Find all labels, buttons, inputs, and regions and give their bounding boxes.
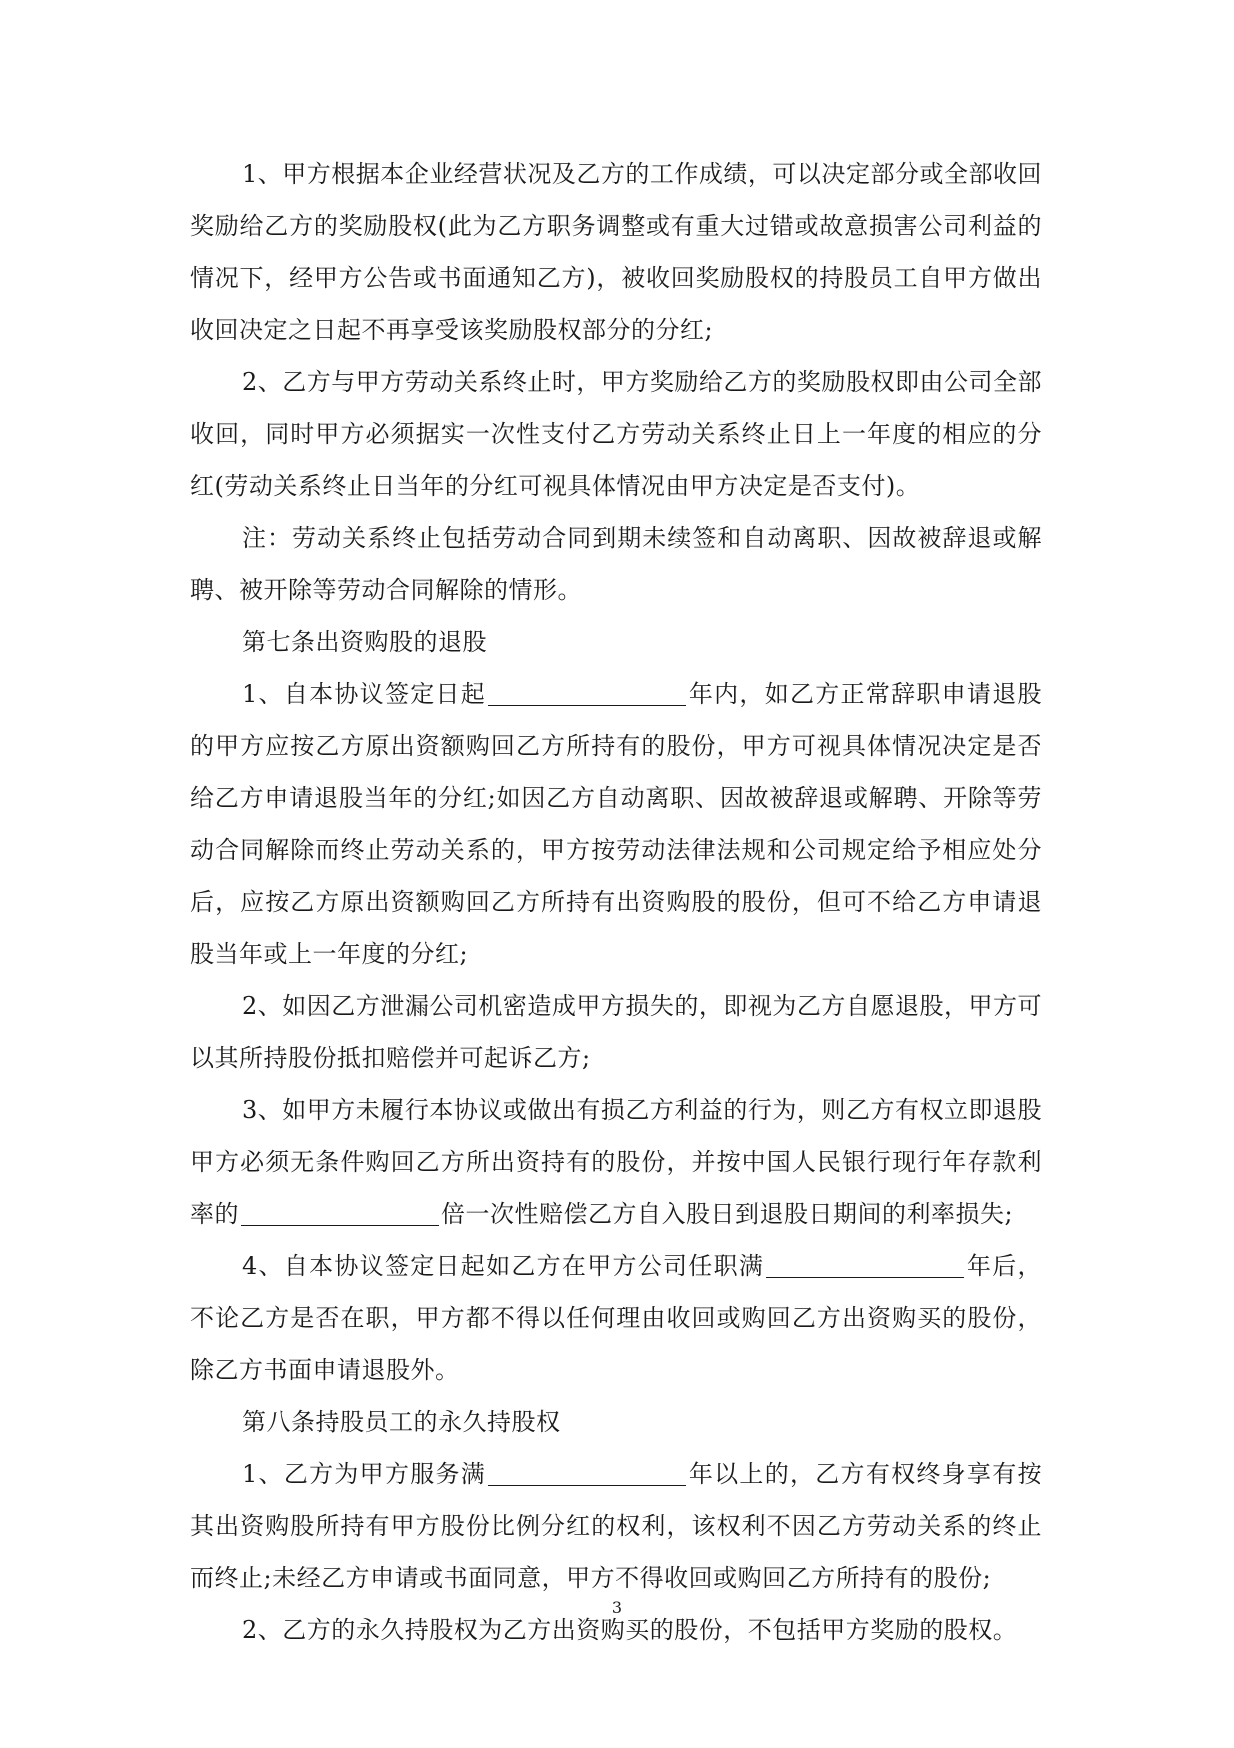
fill-in-blank [488, 1461, 686, 1486]
paragraph-text: 3、如甲方未履行本协议或做出有损乙方利益的行为，则乙方有权立即退股甲方必须无条件购回乙方所出资持有的股份，并按中国人民银行现行年存款利率的 [190, 1096, 1042, 1228]
heading-article-7: 第七条出资购股的退股 [242, 628, 487, 656]
paragraph-withdrawal-3 [190, 1084, 1042, 1240]
paragraph-withdrawal-1 [190, 668, 1042, 980]
paragraph-labor-termination: 2、乙方与甲方劳动关系终止时，甲方奖励给乙方的奖励股权即由公司全部收回，同时甲方必须据实一次性支付乙方劳动关系终止日上一年度的相应的分红(劳动关系终止日当年的分红可视具体情况由甲方决定是否支付)。 [190, 368, 1042, 500]
paragraph-note: 注：劳动关系终止包括劳动合同到期未续签和自动离职、因故被辞退或解聘、被开除等劳动合同解除的情形。 [190, 524, 1042, 604]
paragraph-permanent-1 [190, 1448, 1042, 1604]
paragraph-text: 年内，如乙方正常辞职申请退股的甲方应按乙方原出资额购回乙方所持有的股份，甲方可视具体情况决定是否给乙方申请退股当年的分红;如因乙方自动离职、因故被辞退或解聘、开除等劳动合同解除而终止劳动关系的，甲方按劳动法律法规和公司规定给予相应处分后，应按乙方原出资额购回乙方所持有出资购股的股份，但可不给乙方申请退股当年或上一年度的分红; [190, 680, 1042, 968]
paragraph-text: 4、自本协议签定日起如乙方在甲方公司任职满 [242, 1252, 765, 1280]
fill-in-blank [766, 1253, 964, 1278]
paragraph-text: 1、自本协议签定日起 [242, 680, 487, 708]
paragraph-text: 年后，不论乙方是否在职，甲方都不得以任何理由收回或购回乙方出资购买的股份，除乙方书面申请退股外。 [190, 1252, 1042, 1384]
heading-article-8: 第八条持股员工的永久持股权 [242, 1408, 561, 1436]
paragraph-text: 1、乙方为甲方服务满 [242, 1460, 487, 1488]
paragraph-text: 倍一次性赔偿乙方自入股日到退股日期间的利率损失; [441, 1200, 1014, 1228]
document-body [190, 148, 1042, 1656]
fill-in-blank [241, 1201, 439, 1226]
paragraph-withdrawal-2: 2、如因乙方泄漏公司机密造成甲方损失的，即视为乙方自愿退股，甲方可以其所持股份抵扣赔偿并可起诉乙方; [190, 992, 1042, 1072]
paragraph-text: 年以上的，乙方有权终身享有按其出资购股所持有甲方股份比例分红的权利，该权利不因乙方劳动关系的终止而终止;未经乙方申请或书面同意，甲方不得收回或购回乙方所持有的股份; [190, 1460, 1042, 1592]
paragraph-withdrawal-4 [190, 1240, 1042, 1396]
paragraph-reward-equity-recovery: 1、甲方根据本企业经营状况及乙方的工作成绩，可以决定部分或全部收回奖励给乙方的奖励股权(此为乙方职务调整或有重大过错或故意损害公司利益的情况下，经甲方公告或书面通知乙方)，被收回奖励股权的持股员工自甲方做出收回决定之日起不再享受该奖励股权部分的分红; [190, 160, 1042, 344]
page-number: 3 [611, 1598, 623, 1617]
paragraph-permanent-2: 2、乙方的永久持股权为乙方出资购买的股份，不包括甲方奖励的股权。 [242, 1616, 1018, 1644]
fill-in-blank [488, 681, 686, 706]
